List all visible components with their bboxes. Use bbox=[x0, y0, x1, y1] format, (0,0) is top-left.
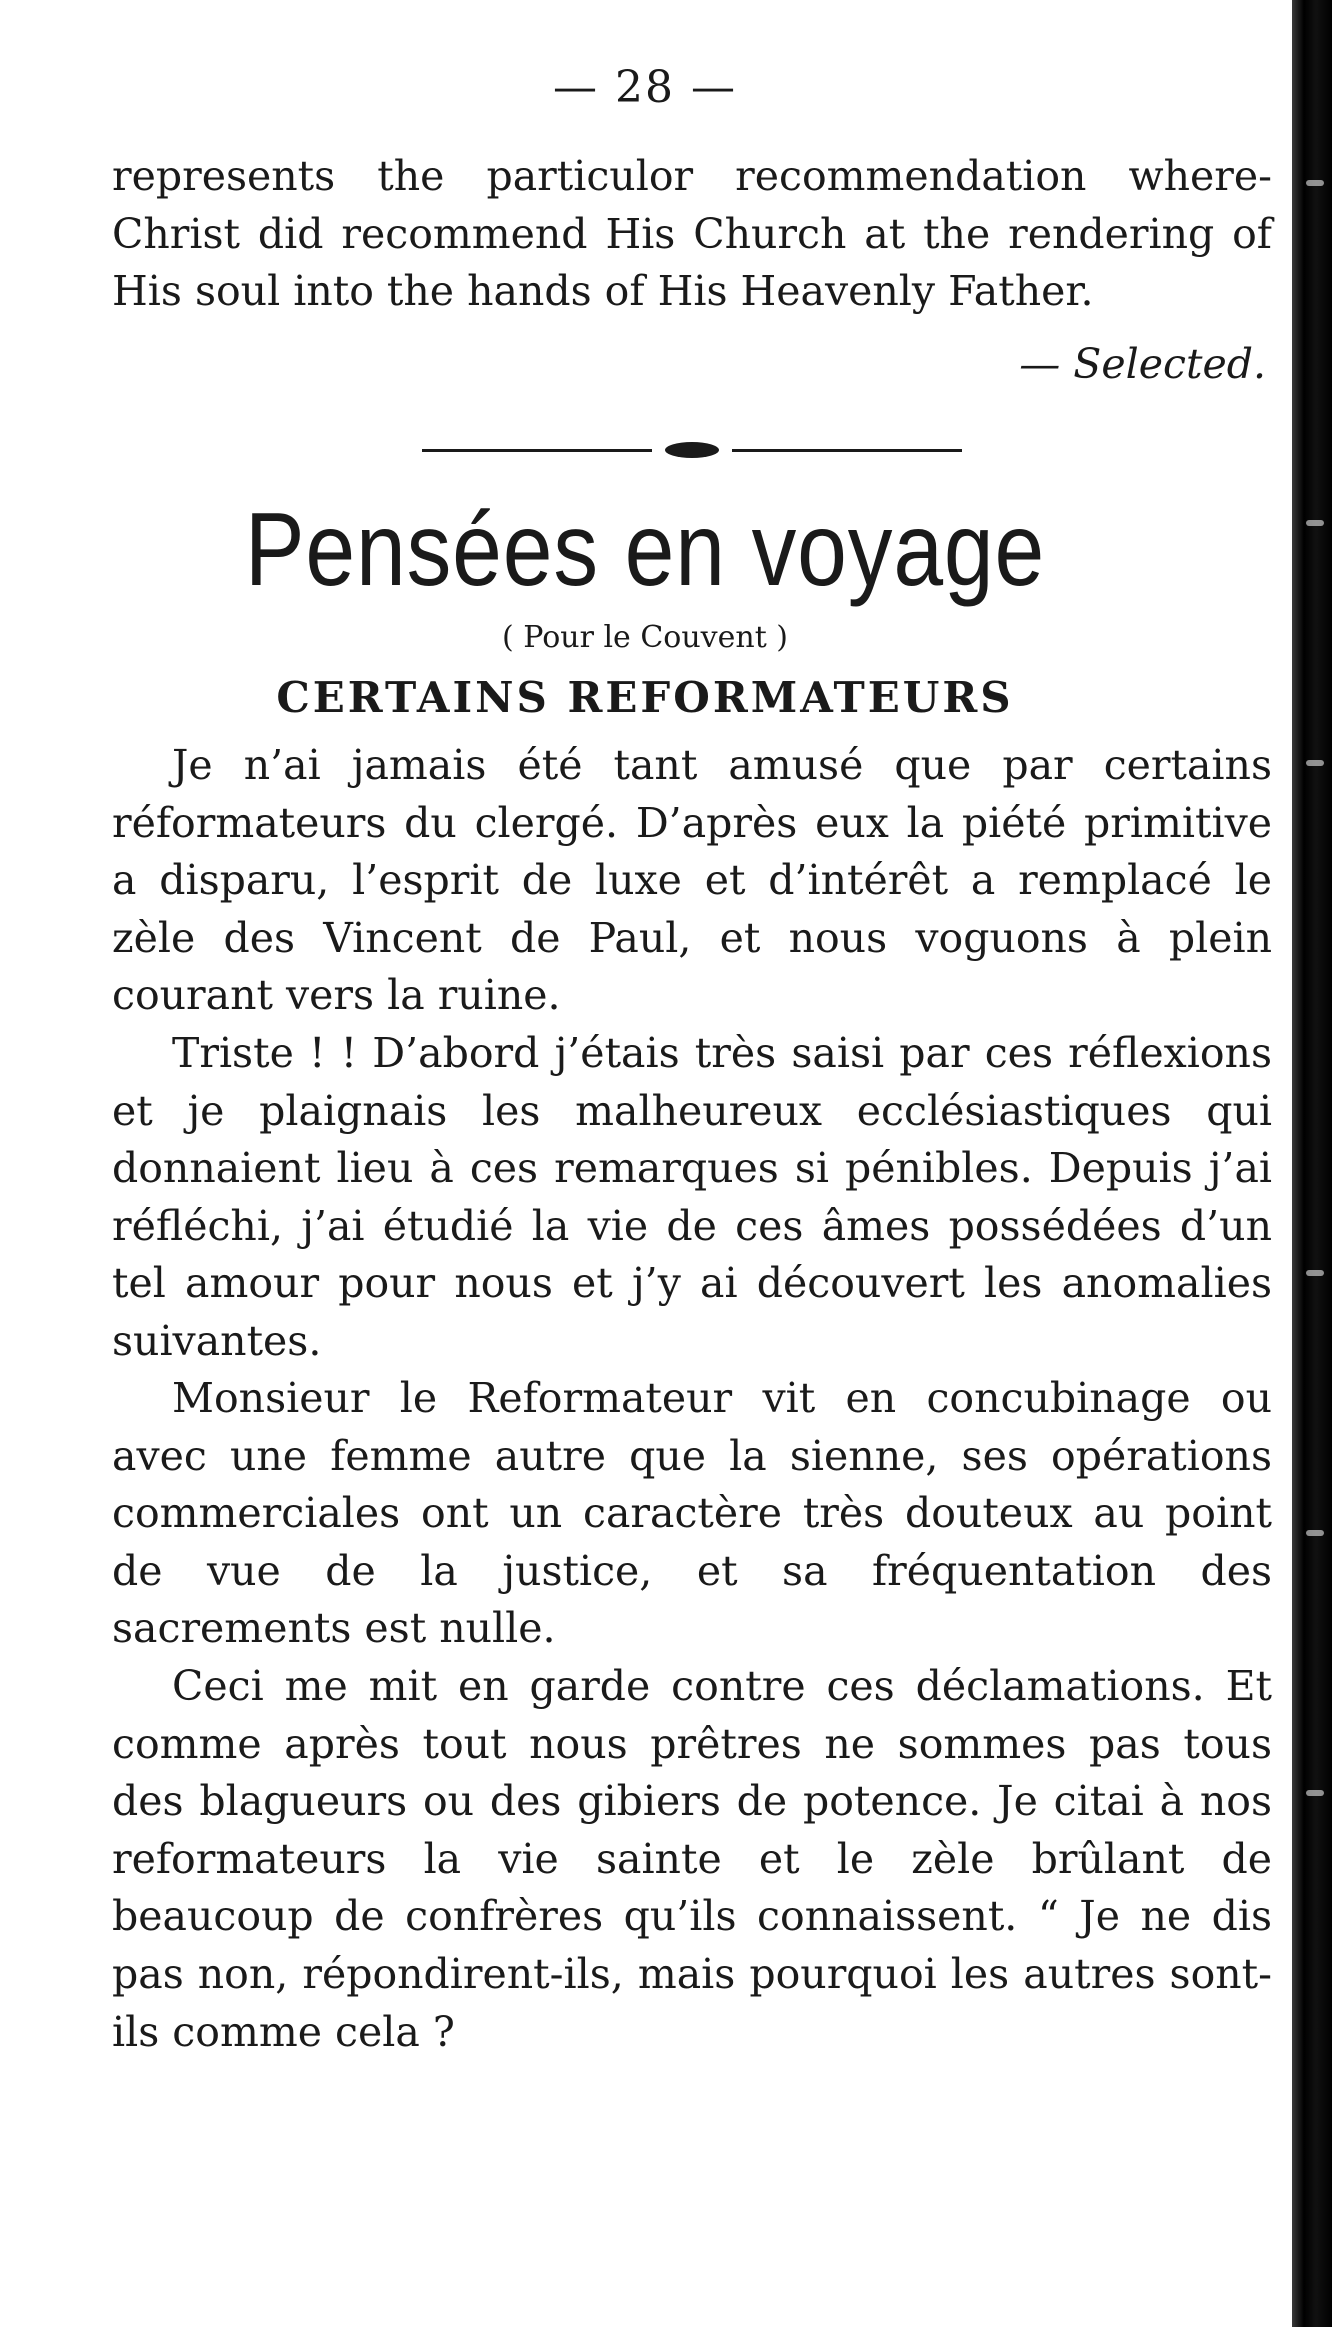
divider-rule-right bbox=[732, 449, 962, 452]
divider-rule-left bbox=[422, 449, 652, 452]
body-paragraph: Triste ! ! D’abord j’étais très saisi par ces réflexions et je plaignais les malheureux ecclésiastiques qui donnaient lieu à ces remarques si pénibles. Depuis j’ai réfléchi, j’ai étudié la vie de ces âmes possédées d’un tel amour pour nous et j’y ai découvert les anomalies suivantes. bbox=[112, 1029, 1272, 1365]
body-paragraph: Monsieur le Reformateur vit en concubinage ou avec une femme autre que la sienne, ses opérations commerciales ont un caractère très douteux au point de vue de la justice, et sa fréquentation des sacrements est nulle. bbox=[112, 1374, 1272, 1653]
divider-ornament-icon bbox=[665, 442, 719, 458]
edge-speck bbox=[1306, 1790, 1324, 1796]
edge-speck bbox=[1306, 180, 1324, 186]
edge-speck bbox=[1306, 1530, 1324, 1536]
edge-speck bbox=[1306, 1270, 1324, 1276]
continuation-paragraph: represents the particulor recommendation where-Christ did recommend His Church at the rendering of His soul into the hands of His Heavenly Father. bbox=[112, 152, 1272, 316]
signature-selected: — Selected. bbox=[1019, 340, 1266, 388]
page-number: — 28 — bbox=[553, 62, 737, 113]
body-paragraph: Je n’ai jamais été tant amusé que par certains réformateurs du clergé. D’après eux la piété primitive a disparu, l’esprit de luxe et d’intérêt a remplacé le zèle des Vincent de Paul, et nous voguons à plein courant vers la ruine. bbox=[112, 741, 1272, 1020]
edge-speck bbox=[1306, 520, 1324, 526]
page-binding-edge bbox=[1292, 0, 1332, 2327]
section-heading: CERTAINS REFORMATEURS bbox=[276, 673, 1014, 722]
body-paragraph: Ceci me mit en garde contre ces déclamations. Et comme après tout nous prêtres ne sommes pas tous des blagueurs ou des gibiers de potence. Je citai à nos reformateurs la vie sainte et le zèle brûlant de beaucoup de confrères qu’ils connaissent. “ Je ne dis pas non, répondirent-ils, mais pourquoi les autres sont-ils comme cela ? bbox=[112, 1662, 1272, 2056]
edge-speck bbox=[1306, 760, 1324, 766]
article-subtitle: ( Pour le Couvent ) bbox=[501, 620, 788, 655]
section-divider bbox=[422, 440, 962, 460]
article-title: Pensées en voyage bbox=[244, 492, 1046, 608]
